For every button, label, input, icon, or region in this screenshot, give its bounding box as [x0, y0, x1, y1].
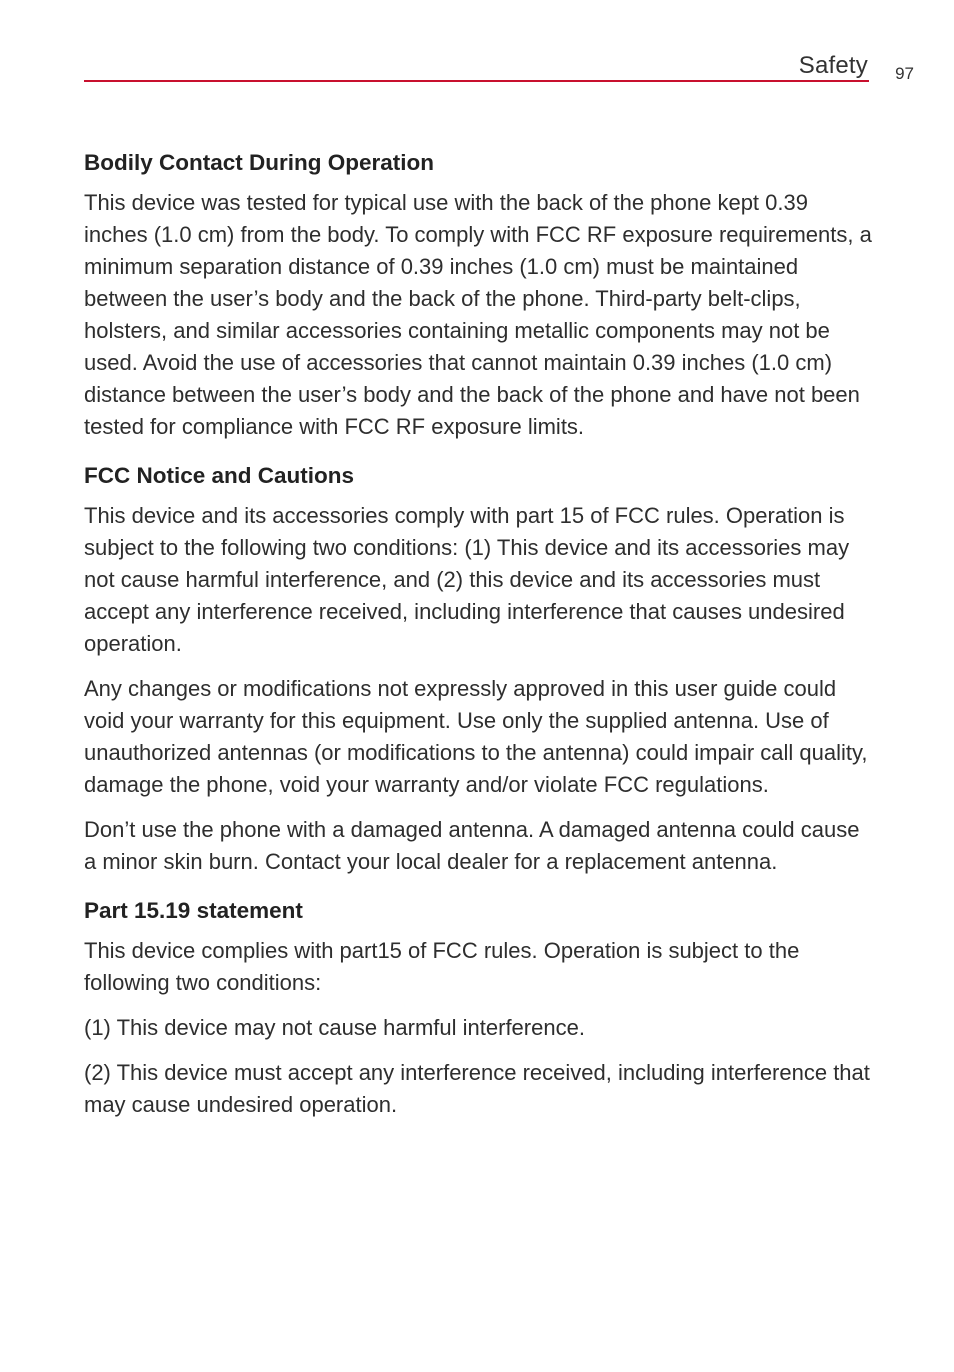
- section-heading: Bodily Contact During Operation: [84, 150, 435, 175]
- section-heading: Part 15.19 statement: [84, 898, 303, 923]
- section-bodily-contact: [84, 148, 874, 443]
- body-paragraph: (2) This device must accept any interference received, including interference that may cause undesired operation.: [84, 1060, 870, 1117]
- section-fcc-notice: [84, 461, 874, 878]
- body-paragraph: Don’t use the phone with a damaged antenna. A damaged antenna could cause a minor skin burn. Contact your local dealer for a replacement antenna.: [84, 817, 860, 874]
- section-part-15-19: [84, 896, 874, 1121]
- header-divider: [84, 80, 869, 82]
- page-body: [84, 148, 874, 1134]
- body-paragraph: This device complies with part15 of FCC rules. Operation is subject to the following two conditions:: [84, 938, 800, 995]
- page-number: 97: [895, 64, 914, 83]
- section-heading: FCC Notice and Cautions: [84, 463, 355, 488]
- body-paragraph: This device and its accessories comply with part 15 of FCC rules. Operation is subject to the following two conditions: (1) This device and its accessories may not cause harmful interference, and (2) this device and its accessories must accept any interference received, including interference that causes undesired operation.: [84, 503, 850, 656]
- body-paragraph: This device was tested for typical use with the back of the phone kept 0.39 inches (1.0 cm) from the body. To comply with FCC RF exposure requirements, a minimum separation distance of 0.39 inches (1.0 cm) must be maintained between the user’s body and the back of the phone. Third-party belt-clips, holsters, and similar accessories containing metallic components may not be used. Avoid the use of accessories that cannot maintain 0.39 inches (1.0 cm) distance between the user’s body and the back of the phone and have not been tested for compliance with FCC RF exposure limits.: [84, 190, 872, 439]
- section-title: Safety: [798, 52, 868, 79]
- body-paragraph: (1) This device may not cause harmful interference.: [84, 1015, 585, 1040]
- page-header: [84, 50, 914, 90]
- body-paragraph: Any changes or modifications not expressly approved in this user guide could void your warranty for this equipment. Use only the supplied antenna. Use of unauthorized antennas (or modifications to the antenna) could impair call quality, damage the phone, void your warranty and/or violate FCC regulations.: [84, 676, 868, 797]
